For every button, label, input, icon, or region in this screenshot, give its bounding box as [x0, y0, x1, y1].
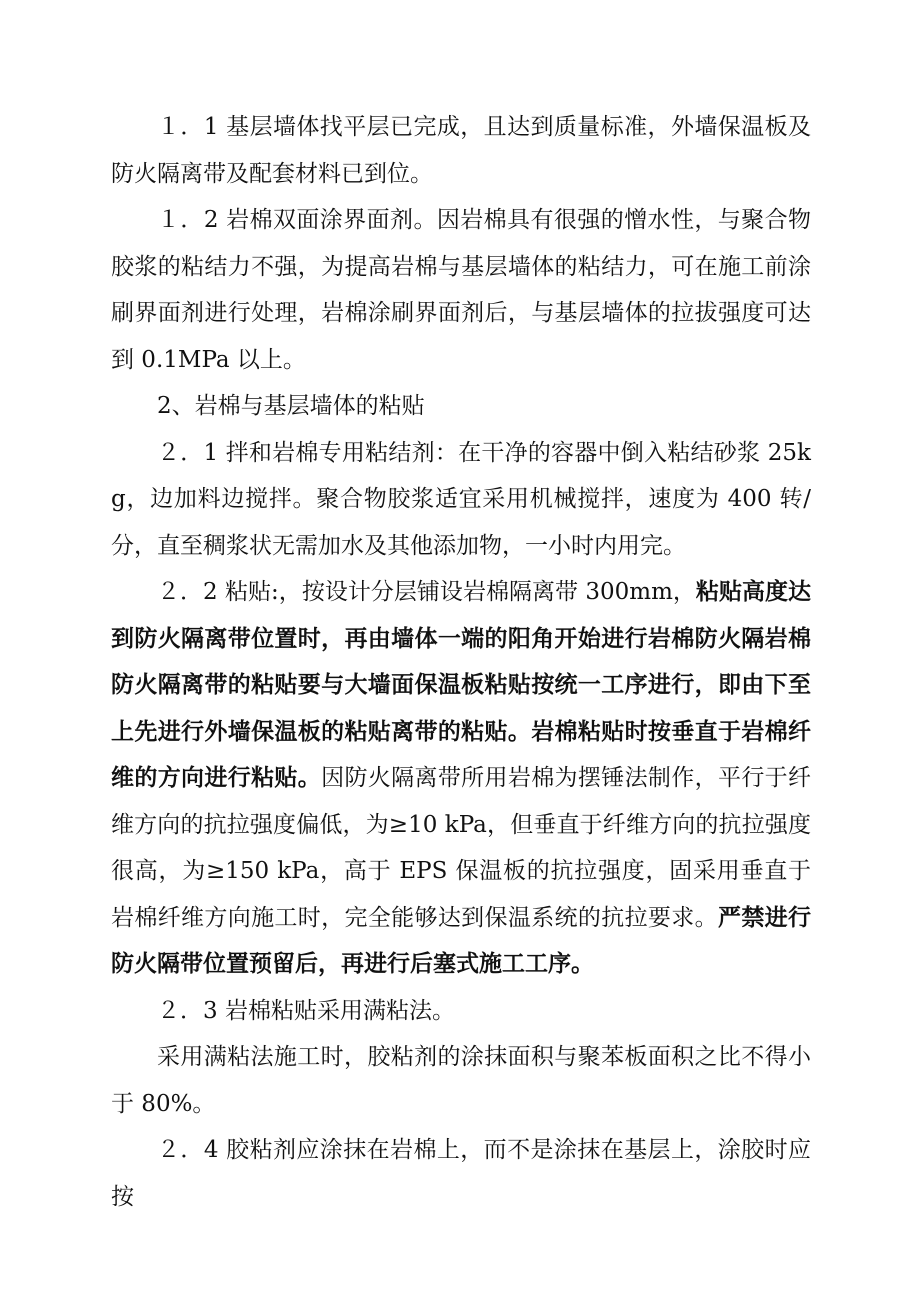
text-segment: ２．2 粘贴:，按设计分层铺设岩棉隔离带 300mm，: [157, 579, 696, 605]
bold-text-segment: 粘贴高度达到防火隔离带位置时，再由墙体一端的阳角开始进行岩棉防火隔岩棉防火隔离带的粘贴要与大墙面保温板粘贴按统一工序进行，即由下至上先进行外墙保温板的粘贴离带的粘贴。岩棉粘贴时按垂直于岩棉纤维的方向进行粘贴。: [111, 578, 811, 791]
paragraph-2-4: [111, 1127, 811, 1220]
text-segment: ２．1 拌和岩棉专用粘结剂：在干净的容器中倒入粘结砂浆 25kg，边加料边搅拌。聚合物胶浆适宜采用机械搅拌，速度为 400 转/分，直至稠浆状无需加水及其他添加物，一小时内用完。: [111, 439, 811, 559]
text-segment: ２．4 胶粘剂应涂抹在岩棉上，而不是涂抹在基层上，涂胶时应按: [111, 1137, 811, 1210]
document-body: [111, 104, 811, 1220]
text-segment: 采用满粘法施工时，胶粘剂的涂抹面积与聚苯板面积之比不得小于 80%。: [111, 1044, 811, 1117]
text-segment: 因防火隔离带所用岩棉为摆锤法制作，平行于纤维方向的抗拉强度偏低，为≥10 kPa，但垂直于纤维方向的抗拉强度很高，为≥150 kPa，高于 EPS 保温板的抗拉强度，固采用垂直于岩棉纤维方向施工时，完全能够达到保温系统的抗拉要求。: [111, 765, 812, 931]
paragraph-1-1: [111, 104, 811, 197]
paragraph-full-bond-note: [111, 1034, 811, 1127]
text-segment: １．2 岩棉双面涂界面剂。因岩棉具有很强的憎水性，与聚合物胶浆的粘结力不强，为提高岩棉与基层墙体的粘结力，可在施工前涂刷界面剂进行处理，岩棉涂刷界面剂后，与基层墙体的拉拔强度可达到 0.1MPa 以上。: [111, 207, 811, 373]
text-segment: ２．3 岩棉粘贴采用满粘法。: [157, 997, 455, 1024]
section-heading-2: [111, 383, 811, 430]
paragraph-2-2: [111, 569, 811, 988]
paragraph-2-1: [111, 430, 811, 570]
text-segment: 2、岩棉与基层墙体的粘贴: [157, 393, 425, 419]
paragraph-2-3: [111, 988, 811, 1035]
bold-text-segment: 严禁进行防火隔带位置预留后，再进行后塞式施工工序。: [111, 903, 812, 977]
text-segment: １．1 基层墙体找平层已完成，且达到质量标准，外墙保温板及防火隔离带及配套材料已到位。: [111, 114, 811, 187]
paragraph-1-2: [111, 197, 811, 383]
